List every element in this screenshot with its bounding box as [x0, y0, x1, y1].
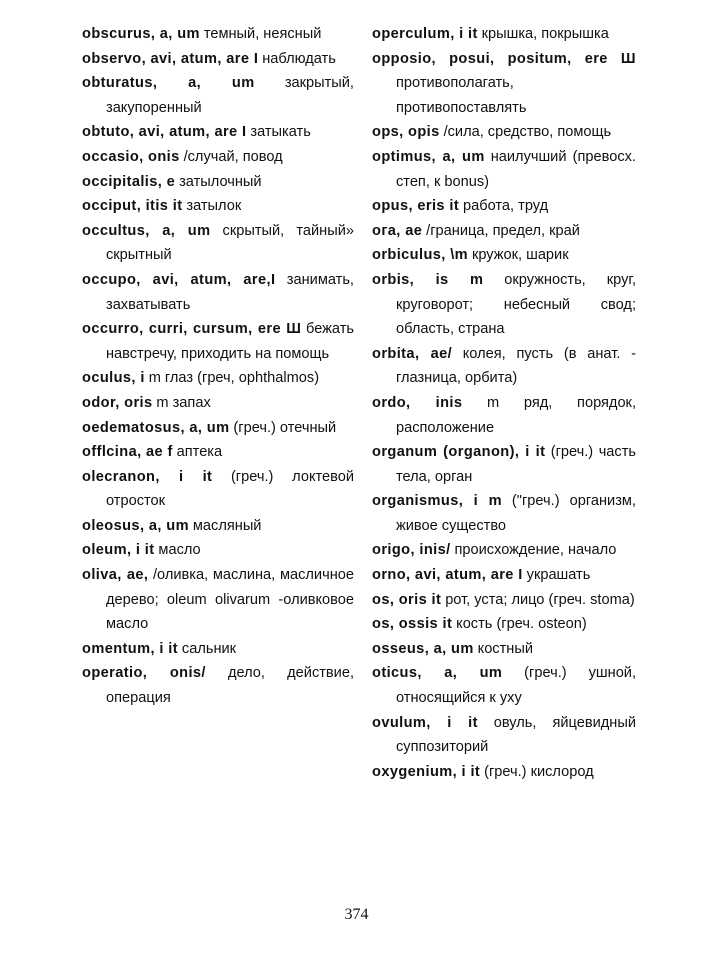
entry-headword: oleum, i it	[82, 542, 155, 559]
entry-headword: origo, inis/	[372, 542, 451, 559]
entry-headword: oculus, i	[82, 370, 145, 387]
dictionary-entry	[372, 760, 636, 785]
dictionary-entry	[372, 391, 636, 440]
entry-headword: occupo, avi, atum, are,I	[82, 271, 276, 288]
entry-headword: odor, oris	[82, 394, 153, 411]
entry-definition: затылочный	[179, 173, 262, 190]
dictionary-entry	[372, 342, 636, 391]
entry-definition: окружность, круг, круговорот; небесный свод; область, страна	[396, 271, 637, 338]
dictionary-entry	[372, 563, 636, 588]
dictionary-entry	[82, 71, 354, 120]
dictionary-entry	[82, 170, 354, 195]
entry-headword: orbis, is m	[372, 271, 484, 288]
dictionary-entry	[82, 514, 354, 539]
entry-definition: колея, пусть (в анат. - глазница, орбита)	[396, 345, 636, 387]
entry-definition: затыкать	[250, 124, 311, 141]
dictionary-entry	[372, 243, 636, 268]
entry-definition: украшать	[526, 567, 591, 584]
dictionary-entry	[82, 538, 354, 563]
entry-headword: offlcina, ae f	[82, 444, 173, 461]
dictionary-entry	[372, 489, 636, 538]
entry-headword: occiput, itis it	[82, 198, 183, 215]
entry-headword: oxygenium, i it	[372, 763, 481, 780]
entry-definition: кружок, шарик	[471, 247, 569, 264]
dictionary-entry	[82, 194, 354, 219]
dictionary-entry	[82, 391, 354, 416]
dictionary-entry	[372, 47, 636, 121]
entry-headword: osseus, a, um	[372, 640, 474, 657]
dictionary-entry	[372, 538, 636, 563]
entry-definition: наилучший (превосх. степ, к bonus)	[396, 148, 636, 190]
entry-headword: organum (organon), i it	[372, 444, 546, 461]
entry-headword: obturatus, a, um	[82, 75, 255, 92]
dictionary-entry	[372, 612, 636, 637]
entry-headword: ovulum, i it	[372, 714, 478, 731]
entry-definition: овуль, яйцевидный суппозиторий	[396, 714, 636, 756]
entry-definition: сальник	[181, 640, 237, 657]
entry-headword: oliva, ae,	[82, 567, 149, 584]
dictionary-entry	[372, 219, 636, 244]
entry-headword: oticus, a, um	[372, 665, 503, 682]
dictionary-entry	[372, 268, 636, 342]
entry-definition: дело, действие, операция	[106, 665, 354, 707]
entry-headword: os, ossis it	[372, 616, 453, 633]
entry-definition: скрытый, тайный» скрытный	[106, 222, 354, 264]
entry-headword: observo, avi, atum, are I	[82, 50, 259, 67]
entry-headword: ops, opis	[372, 124, 440, 141]
entry-definition: /оливка, маслина, масличное дерево; oleum olivarum -оливковое масло	[106, 567, 354, 633]
entry-headword: opus, eris it	[372, 198, 460, 215]
entry-definition: (греч.) кислород	[484, 763, 594, 780]
entry-headword: occasio, onis	[82, 148, 180, 165]
entry-definition: занимать, захватывать	[106, 271, 354, 313]
entry-definition: костный	[477, 640, 533, 657]
entry-definition: работа, труд	[463, 198, 549, 215]
entry-definition: кость (греч. osteon)	[456, 616, 587, 633]
entry-headword: orbiculus, \m	[372, 247, 469, 264]
entry-definition: m запах	[156, 394, 211, 411]
dictionary-entry	[372, 120, 636, 145]
dictionary-entry	[82, 465, 354, 514]
dictionary-entry	[82, 219, 354, 268]
dictionary-entry	[82, 366, 354, 391]
entry-definition: масло	[158, 542, 201, 559]
page-number: 374	[344, 906, 369, 923]
dictionary-entry	[372, 22, 636, 47]
entry-headword: optimus, a, um	[372, 148, 485, 165]
dictionary-entry	[372, 588, 636, 613]
dictionary-entry	[82, 416, 354, 441]
entry-headword: occipitalis, e	[82, 173, 176, 190]
entry-definition: m ряд, порядок, расположение	[396, 394, 636, 436]
entry-definition: закрытый, закупоренный	[106, 75, 354, 116]
dictionary-entry	[372, 145, 636, 194]
entry-headword: obscurus, a, um	[82, 26, 200, 42]
entry-definition: (греч.) локтевой отросток	[106, 468, 354, 510]
entry-headword: operatio, onis/	[82, 665, 206, 682]
dictionary-entry	[372, 661, 636, 710]
right-column	[372, 22, 636, 784]
dictionary-entry	[82, 145, 354, 170]
entry-definition: затылок	[186, 198, 242, 215]
dictionary-entry	[372, 711, 636, 760]
entry-headword: oleosus, a, um	[82, 517, 189, 534]
entry-definition: наблюдать	[262, 50, 336, 67]
entry-headword: olecranon, i it	[82, 468, 213, 485]
entry-headword: opposio, posui, positum, ere Ш	[372, 50, 636, 67]
entry-definition: масляный	[192, 517, 262, 534]
entry-headword: ога, ae	[372, 222, 423, 239]
entry-headword: organismus, i m	[372, 493, 502, 510]
entry-definition: рот, уста; лицо (греч. stoma)	[445, 591, 635, 608]
dictionary-entry	[82, 268, 354, 317]
entry-definition: ("греч.) организм, живое существо	[396, 493, 636, 534]
entry-headword: obtuto, avi, atum, are I	[82, 124, 247, 141]
entry-definition: /сила, средство, помощь	[443, 124, 612, 141]
entry-definition: аптека	[176, 444, 223, 461]
entry-headword: occultus, a, um	[82, 222, 211, 239]
entry-headword: occurro, curri, cursum, ere Ш	[82, 321, 302, 338]
dictionary-entry	[82, 637, 354, 662]
entry-definition: происхождение, начало	[454, 542, 617, 559]
entry-definition: m глаз (греч, ophthalmos)	[148, 370, 320, 387]
entry-headword: os, oris it	[372, 591, 442, 608]
dictionary-entry	[82, 317, 354, 366]
entry-headword: omentum, i it	[82, 640, 179, 657]
left-column	[82, 22, 354, 711]
entry-headword: oedematosus, a, um	[82, 419, 230, 436]
entry-definition: противополагать, противопоставлять	[396, 75, 527, 116]
entry-headword: orbita, ae/	[372, 345, 453, 362]
entry-definition: бежать навстречу, приходить на помощь	[106, 321, 354, 362]
dictionary-entry	[372, 440, 636, 489]
entry-headword: orno, avi, atum, are I	[372, 567, 523, 584]
dictionary-entry	[82, 22, 354, 47]
entry-headword: operculum, i it	[372, 26, 478, 42]
dictionary-entry	[372, 194, 636, 219]
dictionary-entry	[372, 637, 636, 662]
entry-definition: /случай, повод	[183, 148, 283, 165]
dictionary-entry	[82, 661, 354, 710]
entry-definition: (греч.) отечный	[233, 419, 337, 436]
dictionary-entry	[82, 440, 354, 465]
dictionary-entry	[82, 120, 354, 145]
entry-definition: крышка, покрышка	[481, 26, 609, 42]
entry-definition: (греч.) часть тела, орган	[396, 444, 637, 485]
dictionary-entry	[82, 47, 354, 72]
entry-headword: ordo, inis	[372, 394, 463, 411]
dictionary-entry	[82, 563, 354, 637]
entry-definition: /граница, предел, край	[426, 222, 580, 239]
entry-definition: темный, неясный	[203, 26, 322, 42]
entry-definition: (греч.) ушной, относящийся к уху	[396, 665, 637, 707]
